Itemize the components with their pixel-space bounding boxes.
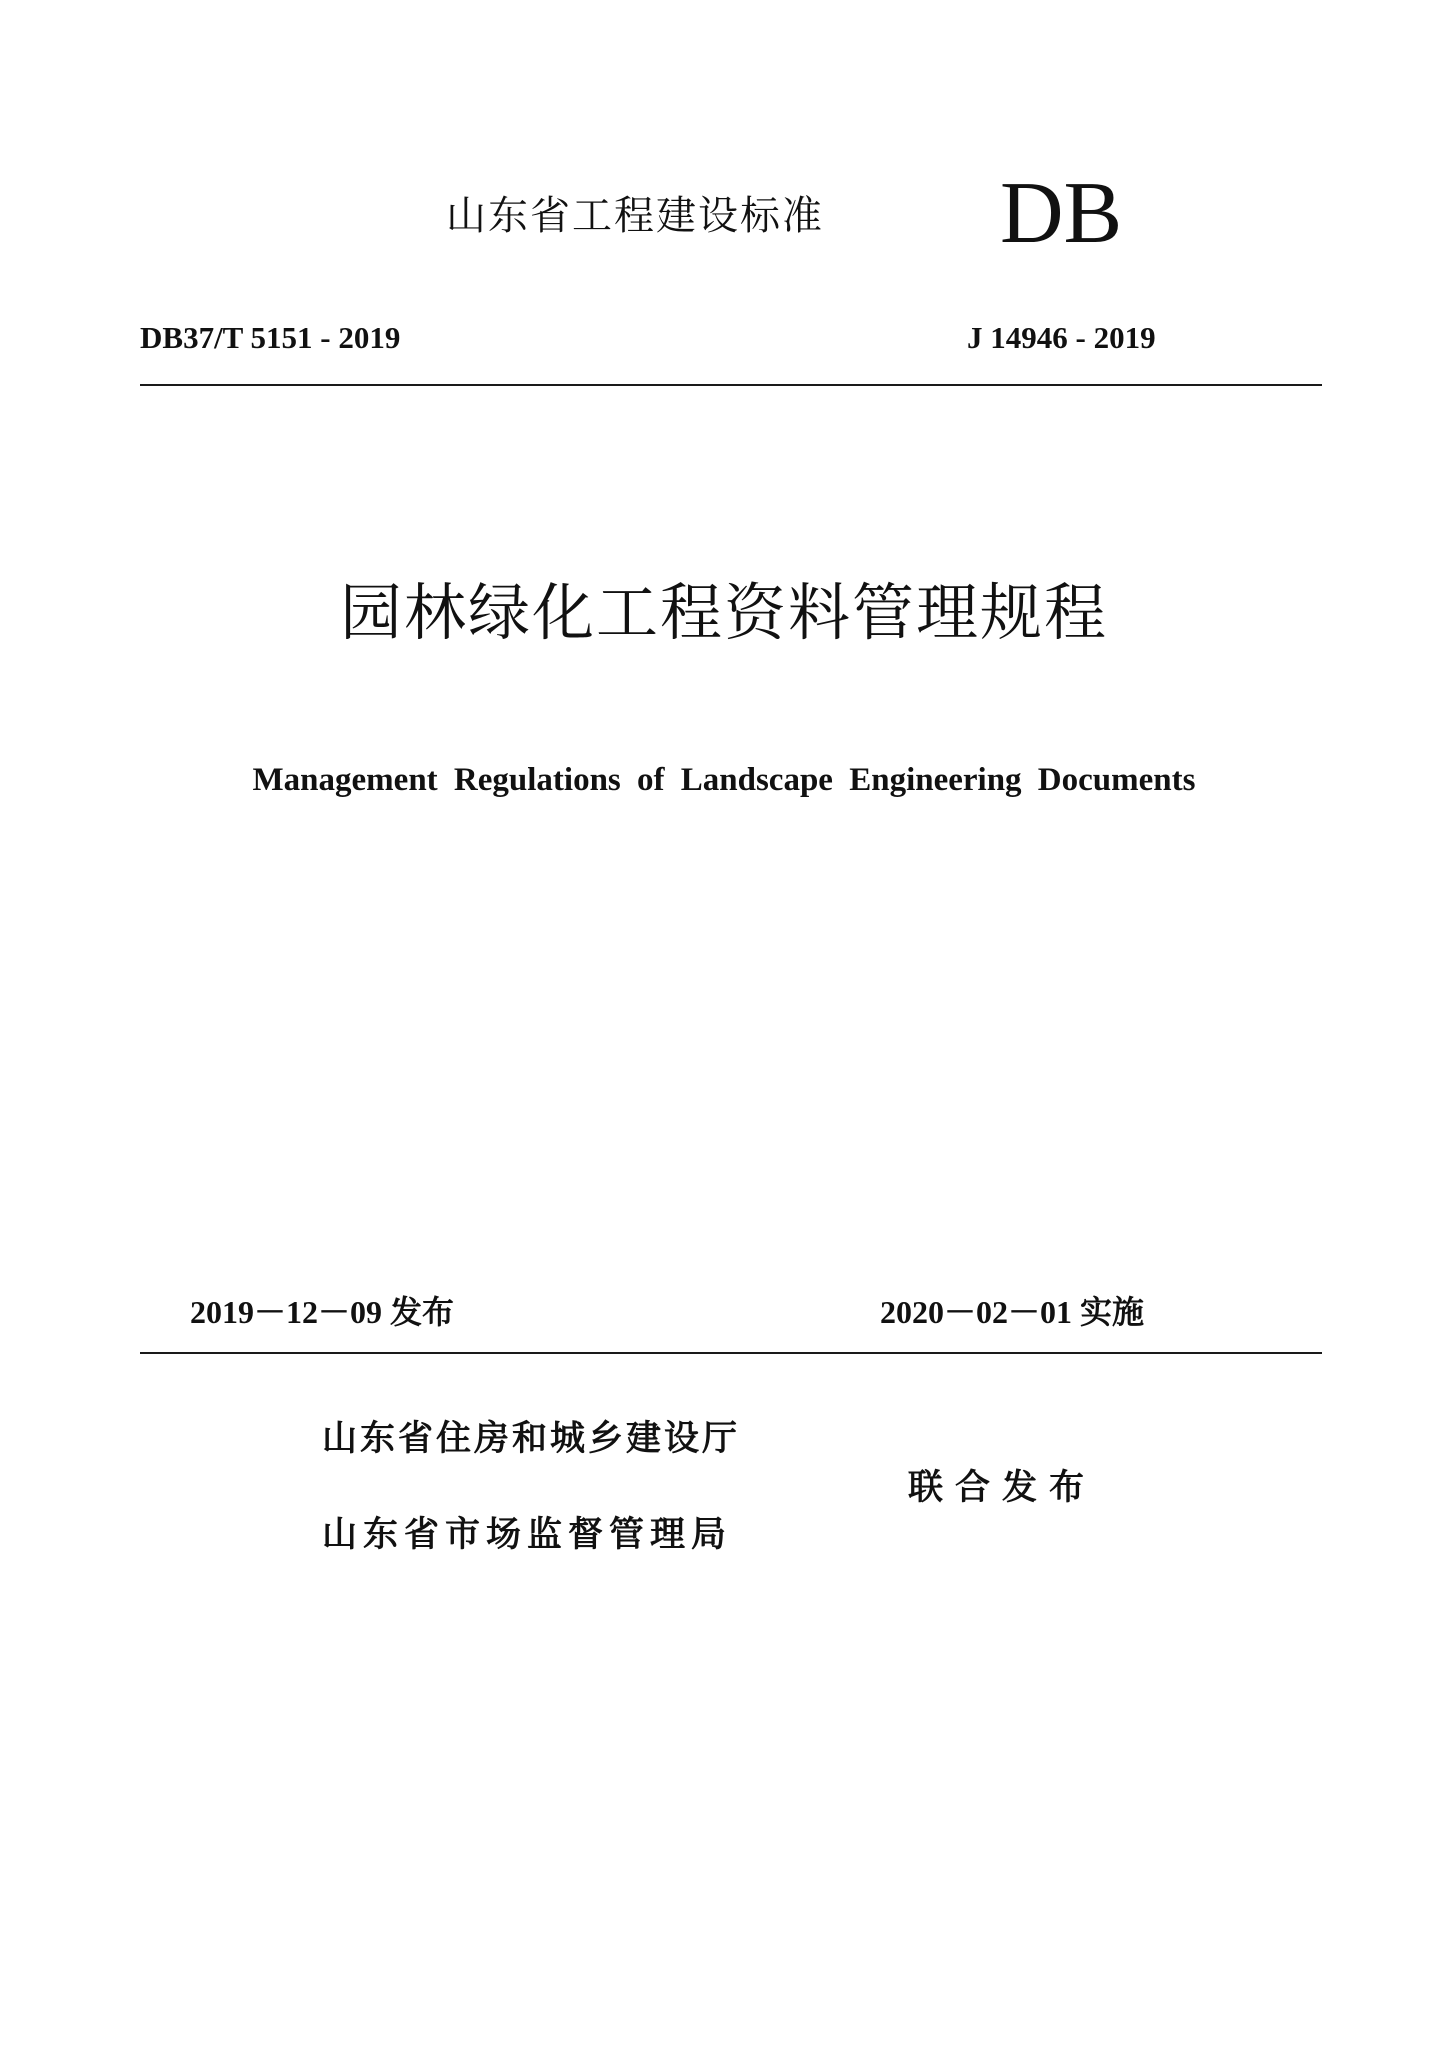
issue-date: 2019－12－09 发布 <box>190 1294 455 1330</box>
document-title-english: Management Regulations of Landscape Engineering Documents <box>252 762 1196 798</box>
issuer-market-bureau: 山东省市场监督管理局 <box>322 1515 733 1555</box>
db-mark: DB <box>1000 165 1123 262</box>
top-divider <box>140 384 1322 386</box>
series-label: 山东省工程建设标准 <box>446 193 824 239</box>
document-title-chinese: 园林绿化工程资料管理规程 <box>339 576 1108 649</box>
implement-date: 2020－02－01 实施 <box>880 1294 1145 1330</box>
standard-code: DB37/T 5151 - 2019 <box>140 320 401 355</box>
joint-publish-label: 联合发布 <box>908 1468 1097 1508</box>
bottom-divider <box>140 1352 1322 1354</box>
record-code: J 14946 - 2019 <box>967 320 1156 355</box>
issuer-housing-department: 山东省住房和城乡建设厅 <box>322 1419 741 1459</box>
